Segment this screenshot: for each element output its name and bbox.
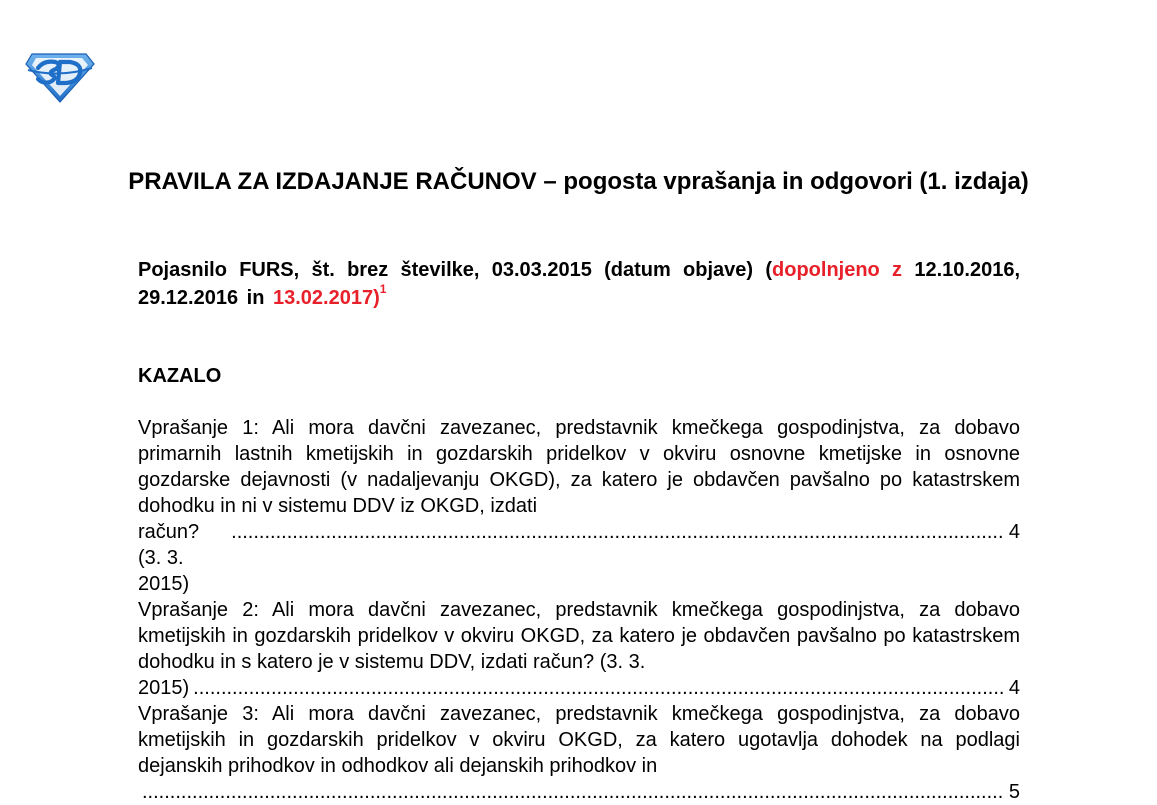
subtitle-amended-label: dopolnjeno z <box>772 259 903 281</box>
sd-shield-logo-icon <box>22 48 96 104</box>
toc-entry-last-line <box>138 519 1020 597</box>
toc-entry-page: 4 <box>1008 677 1020 699</box>
toc-entry-last-text: 2015) <box>138 677 190 699</box>
document-subtitle <box>138 256 1020 312</box>
subtitle-amended-dates: 12.10.2016, 29.12.2016 in <box>138 259 1021 309</box>
toc-entry-page: 5 <box>1008 781 1020 803</box>
document-title: PRAVILA ZA IZDAJANJE RAČUNOV – pogosta vprašanja in odgovori (1. izdaja) <box>128 168 1029 195</box>
table-of-contents <box>138 415 1020 805</box>
toc-entry-text: Vprašanje 1: Ali mora davčni zavezanec, predstavnik kmečkega gospodinjstva, za dobavo primarnih lastnih kmetijskih in gozdarskih pridelkov v okviru osnovne kmetijske in osnovne gozdarske dejavnosti (v nadaljevanju OKGD), za katero je obdavčen pavšalno po katastrskem dohodku in ni v sistemu DDV iz OKGD, izdati <box>138 417 1020 517</box>
toc-entry-last-text: račun? (3. 3. 2015) <box>138 521 200 595</box>
toc-entry-text: Vprašanje 3: Ali mora davčni zavezanec, predstavnik kmečkega gospodinjstva, za dobavo kmetijskih in gozdarskih pridelkov v okviru OKGD, za katero ugotavlja dohodek na podlagi dejanskih prihodkov in odhodkov ali dejanskih prihodkov in <box>138 703 1020 777</box>
footnote-marker[interactable]: 1 <box>379 282 387 296</box>
toc-entry-page: 4 <box>1008 521 1020 543</box>
subtitle-text: Pojasnilo FURS, št. brez številke, 03.03.2015 (datum objave) ( <box>138 259 773 281</box>
dot-leader <box>142 779 1005 805</box>
subtitle-latest-date: 13.02.2017) <box>273 287 380 309</box>
toc-entry-text: Vprašanje 2: Ali mora davčni zavezanec, predstavnik kmečkega gospodinjstva, za dobavo kmetijskih in gozdarskih pridelkov v okviru OKGD, za katero je obdavčen pavšalno po katastrskem dohodku in s katero je v sistemu DDV, izdati račun? (3. 3. <box>138 599 1020 673</box>
toc-entry-last-line <box>138 779 1020 805</box>
toc-entry[interactable] <box>138 597 1020 701</box>
toc-heading: KAZALO <box>138 365 222 387</box>
toc-entry-last-line <box>138 675 1020 701</box>
toc-entry[interactable] <box>138 415 1020 597</box>
dot-leader <box>231 519 1005 545</box>
dot-leader <box>193 675 1005 701</box>
toc-entry[interactable] <box>138 701 1020 805</box>
